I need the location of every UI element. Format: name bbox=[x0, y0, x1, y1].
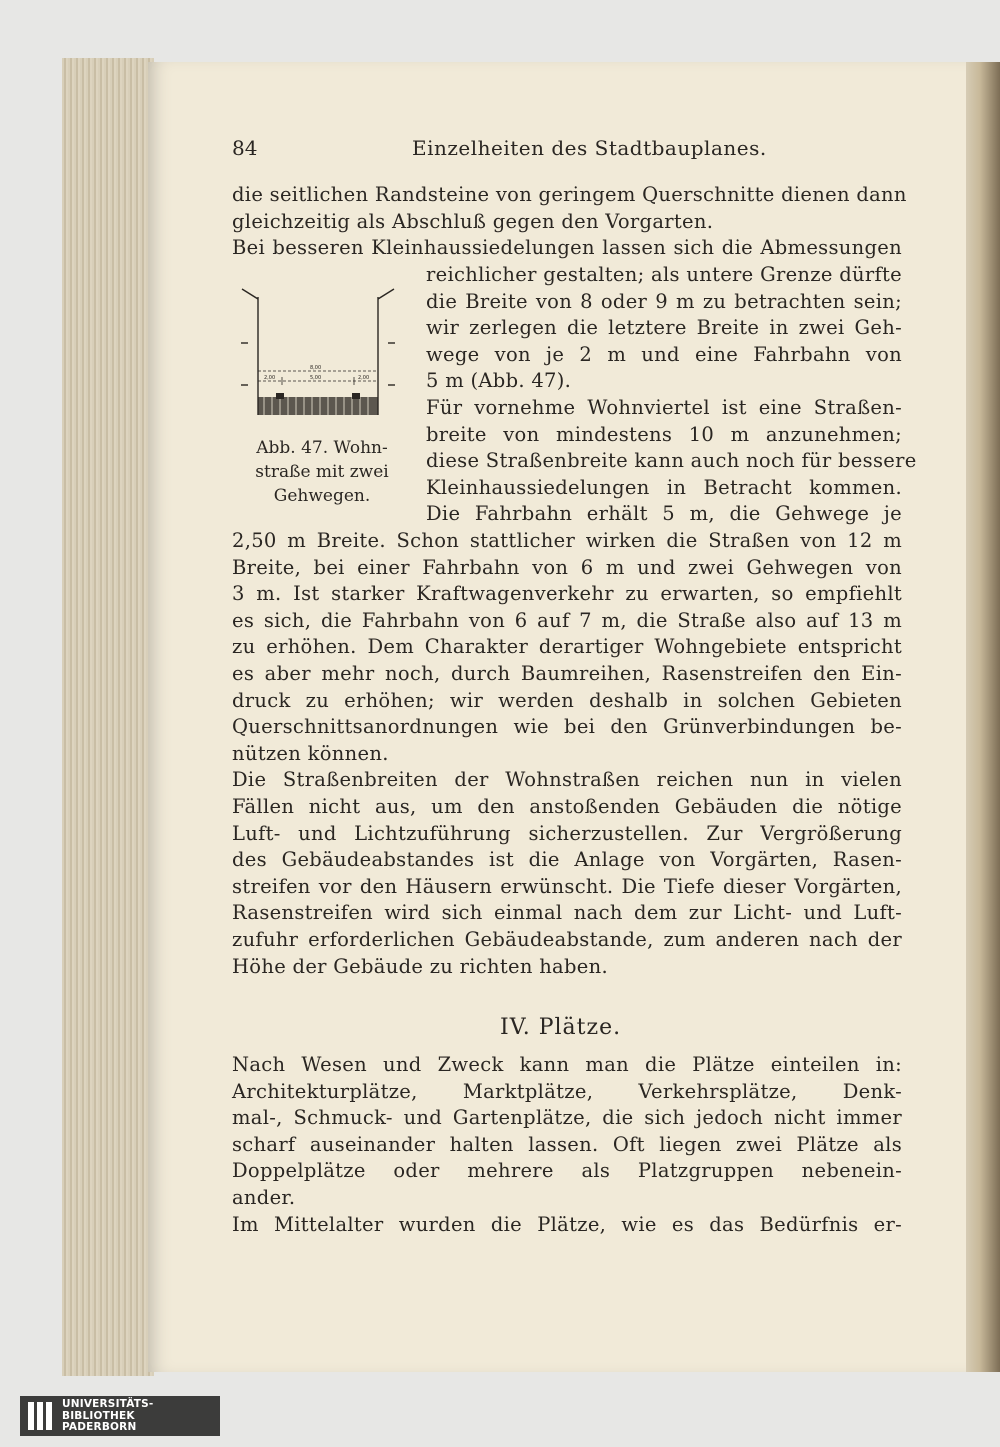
page-number: 84 bbox=[232, 136, 258, 160]
text-line: Bei besseren Kleinhaussiedelungen lassen sich die Abmessungen bbox=[232, 236, 902, 260]
library-logo-line: BIBLIOTHEK bbox=[62, 1409, 135, 1422]
text-line: nützen können. bbox=[232, 741, 389, 765]
figure-caption-line: straße mit zwei bbox=[255, 462, 389, 482]
text-line: die seitlichen Randsteine von geringem Querschnitte dienen dann bbox=[232, 183, 907, 206]
figure-caption-line: Abb. 47. Wohn- bbox=[256, 438, 388, 458]
figure-dim-total: 8,00 bbox=[310, 365, 322, 371]
library-logo-line: UNIVERSITÄTS- bbox=[62, 1398, 154, 1410]
text-line: scharf auseinander halten lassen. Oft liegen zwei Plätze als bbox=[232, 1132, 902, 1156]
section-heading: IV. Plätze. bbox=[500, 1015, 622, 1040]
text-line: wir zerlegen die letztere Breite in zwei Geh- bbox=[426, 316, 902, 340]
text-line: diese Straßenbreite kann auch noch für bessere bbox=[426, 449, 917, 473]
text-line: breite von mindestens 10 m anzunehmen; bbox=[426, 422, 902, 446]
text-line: 3 m. Ist starker Kraftwagenverkehr zu erwarten, so empfiehlt bbox=[232, 582, 902, 606]
text-line: gleichzeitig als Abschluß gegen den Vorgarten. bbox=[232, 209, 714, 233]
text-line: druck zu erhöhen; wir werden deshalb in solchen Gebieten bbox=[232, 688, 902, 712]
running-title: Einzelheiten des Stadtbauplanes. bbox=[412, 136, 767, 160]
text-line: Rasenstreifen wird sich einmal nach dem zur Licht- und Luft- bbox=[232, 901, 902, 925]
text-line: Fällen nicht aus, um den anstoßenden Gebäuden die nötige bbox=[232, 795, 902, 818]
text-line: Höhe der Gebäude zu richten haben. bbox=[232, 954, 608, 978]
text-line: zufuhr erforderlichen Gebäudeabstande, zum anderen nach der bbox=[232, 928, 902, 951]
text-line: streifen vor den Häusern erwünscht. Die Tiefe dieser Vorgärten, bbox=[232, 874, 902, 898]
figure-dim-center: 5,00 bbox=[310, 375, 322, 381]
text-line: Die Fahrbahn erhält 5 m, die Gehwege je bbox=[426, 502, 902, 526]
library-logo-text bbox=[62, 1399, 153, 1434]
figure-caption bbox=[232, 436, 412, 508]
text-line: des Gebäudeabstandes ist die Anlage von Vorgärten, Rasen- bbox=[232, 848, 902, 872]
text-line: Doppelplätze oder mehrere als Platzgruppen nebenein- bbox=[232, 1159, 902, 1183]
book-page-edges bbox=[62, 58, 154, 1376]
text-line: es aber mehr noch, durch Baumreihen, Rasenstreifen den Ein- bbox=[232, 662, 902, 685]
text-line: 5 m (Abb. 47). bbox=[426, 369, 572, 393]
text-line: Im Mittelalter wurden die Plätze, wie es das Bedürfnis er- bbox=[232, 1212, 902, 1236]
text-line: Querschnittsanordnungen wie bei den Grünverbindungen be- bbox=[232, 715, 902, 739]
text-line: es sich, die Fahrbahn von 6 auf 7 m, die Straße also auf 13 m bbox=[232, 608, 902, 632]
figure-dim-right: 2,00 bbox=[358, 375, 370, 381]
figure-dim-left: 2,00 bbox=[264, 375, 276, 381]
street-cross-section-figure bbox=[238, 285, 398, 425]
text-line: die Breite von 8 oder 9 m zu betrachten sein; bbox=[426, 289, 902, 313]
text-line: Die Straßenbreiten der Wohnstraßen reichen nun in vielen bbox=[232, 768, 902, 792]
book-right-edge bbox=[966, 62, 1000, 1372]
library-logo-line: PADERBORN bbox=[62, 1421, 137, 1433]
text-line: Für vornehme Wohnviertel ist eine Straßen- bbox=[426, 396, 902, 419]
text-line: mal-, Schmuck- und Gartenplätze, die sich jedoch nicht immer bbox=[232, 1106, 902, 1130]
text-line: Nach Wesen und Zweck kann man die Plätze einteilen in: bbox=[232, 1053, 902, 1076]
text-line: reichlicher gestalten; als untere Grenze dürfte bbox=[426, 263, 902, 286]
text-line: Architekturplätze, Marktplätze, Verkehrsplätze, Denk- bbox=[232, 1079, 902, 1103]
figure-caption-line: Gehwegen. bbox=[273, 486, 371, 506]
text-line: zu erhöhen. Dem Charakter derartiger Wohngebiete entspricht bbox=[232, 635, 902, 659]
text-line: Kleinhaussiedelungen in Betracht kommen. bbox=[426, 475, 902, 499]
text-line: wege von je 2 m und eine Fahrbahn von bbox=[426, 342, 902, 366]
text-line: Breite, bei einer Fahrbahn von 6 m und zwei Gehwegen von bbox=[232, 555, 902, 579]
text-line: 2,50 m Breite. Schon stattlicher wirken die Straßen von 12 m bbox=[232, 529, 902, 552]
text-line: Luft- und Lichtzuführung sicherzustellen. Zur Vergrößerung bbox=[232, 821, 902, 845]
text-line: ander. bbox=[232, 1186, 296, 1209]
